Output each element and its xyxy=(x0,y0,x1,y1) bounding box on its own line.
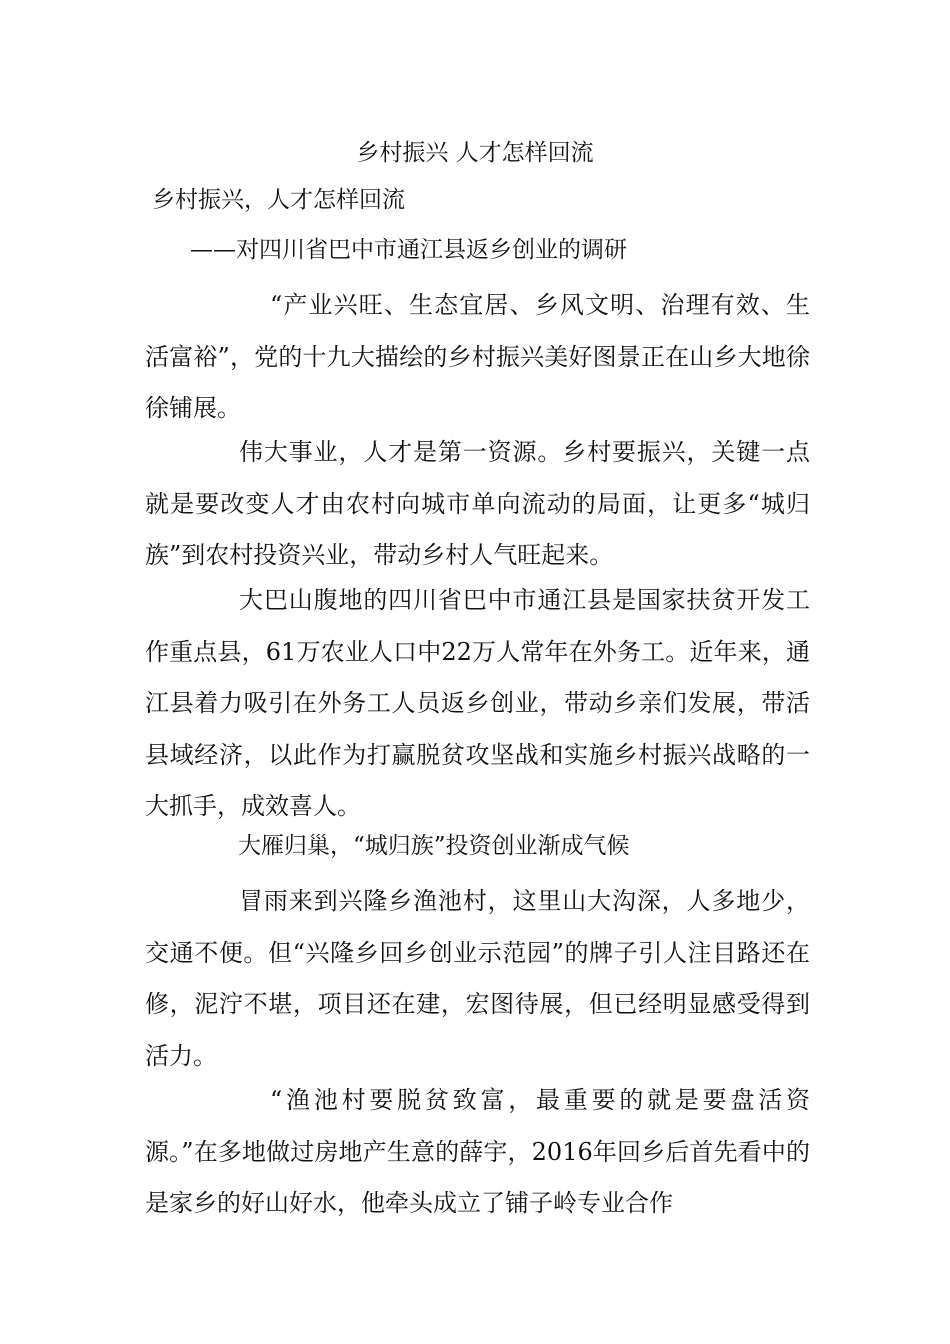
paragraph-talent: 伟大事业，人才是第一资源。乡村要振兴，关键一点就是要改变人才由农村向城市单向流动的局面，让更多“城归族”到农村投资兴业，带动乡村人气旺起来。 xyxy=(145,438,810,569)
document-byline: ——对四川省巴中市通江县返乡创业的调研 xyxy=(190,237,627,263)
paragraph-xue-yu: “渔池村要脱贫致富，最重要的就是要盘活资源。”在多地做过房地产生意的薛宇，2016年回乡后首先看中的是家乡的好山好水，他牵头成立了铺子岭专业合作 xyxy=(145,1086,810,1217)
paragraph-intro: “产业兴旺、生态宜居、乡风文明、治理有效、生活富裕”，党的十九大描绘的乡村振兴美好图景正在山乡大地徐徐铺展。 xyxy=(145,291,810,422)
section-heading: 大雁归巢，“城归族”投资创业渐成气候 xyxy=(238,833,630,859)
document-subtitle: 乡村振兴，人才怎样回流 xyxy=(152,187,405,213)
paragraph-yuchi-village: 冒雨来到兴隆乡渔池村，这里山大沟深，人多地少，交通不便。但“兴隆乡回乡创业示范园”的牌子引人注目路还在修，泥泞不堪，项目还在建，宏图待展，但已经明显感受得到活力。 xyxy=(145,887,810,1070)
document-title: 乡村振兴 人才怎样回流 xyxy=(356,140,594,166)
paragraph-tongjiang: 大巴山腹地的四川省巴中市通江县是国家扶贫开发工作重点县，61万农业人口中22万人常年在外务工。近年来，通江县着力吸引在外务工人员返乡创业，带动乡亲们发展，带活县域经济，以此作为打赢脱贫攻坚战和实施乡村振兴战略的一大抓手，成效喜人。 xyxy=(145,586,810,820)
